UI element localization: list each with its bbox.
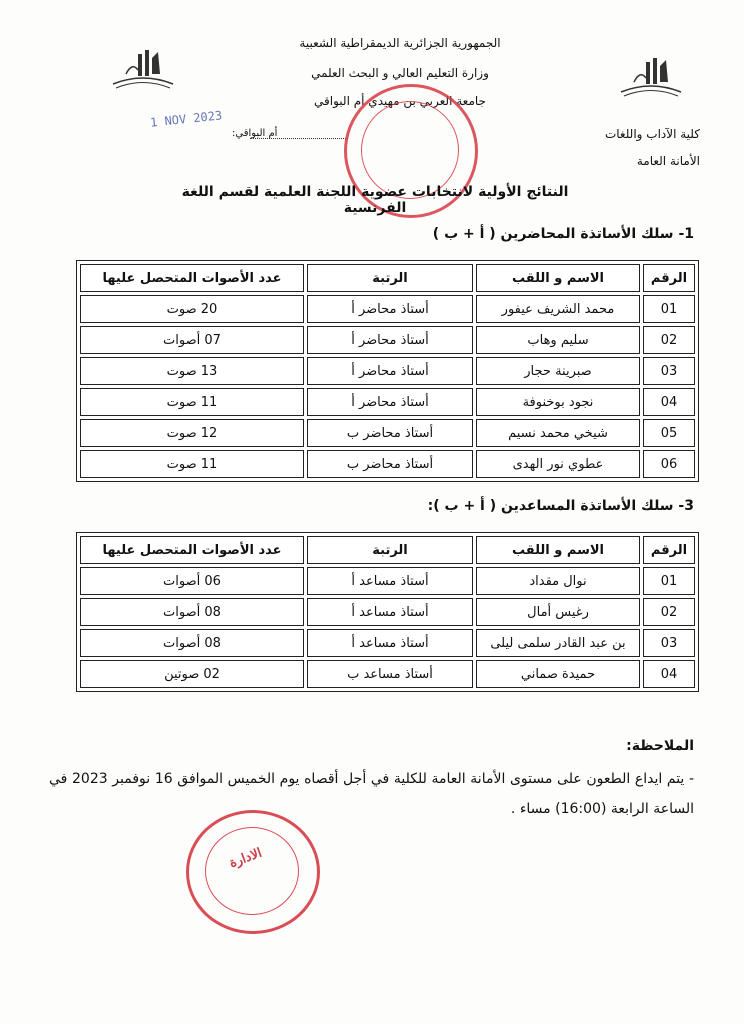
row-rank: أستاذ محاضر أ	[307, 295, 473, 323]
row-name: نوال مقداد	[476, 567, 640, 595]
row-name: سليم وهاب	[476, 326, 640, 354]
table-row	[80, 357, 695, 385]
table-row	[80, 388, 695, 416]
place-label: أم البواقي:	[232, 128, 278, 139]
university-logo-right	[616, 52, 686, 102]
row-rank: أستاذ محاضر ب	[307, 450, 473, 478]
university-logo-left	[108, 44, 178, 94]
row-votes: 06 أصوات	[80, 567, 304, 595]
university-name: جامعة العربي بن مهيدي أم البواقي	[314, 94, 486, 108]
row-rank: أستاذ مساعد ب	[307, 660, 473, 688]
row-rank: أستاذ مساعد أ	[307, 567, 473, 595]
row-votes: 12 صوت	[80, 419, 304, 447]
row-number: 02	[643, 326, 695, 354]
table-row	[80, 450, 695, 478]
date-stamp: 1 NOV 2023	[149, 108, 223, 130]
table-row	[80, 326, 695, 354]
row-votes: 20 صوت	[80, 295, 304, 323]
row-rank: أستاذ محاضر أ	[307, 357, 473, 385]
row-votes: 08 أصوات	[80, 629, 304, 657]
col-rank: الرتبة	[307, 264, 473, 292]
row-votes: 11 صوت	[80, 388, 304, 416]
row-rank: أستاذ محاضر أ	[307, 326, 473, 354]
row-number: 01	[643, 567, 695, 595]
table-row	[80, 629, 695, 657]
row-votes: 13 صوت	[80, 357, 304, 385]
row-name: شيخي محمد نسيم	[476, 419, 640, 447]
table-row	[80, 660, 695, 688]
row-name: حميدة صماني	[476, 660, 640, 688]
row-number: 05	[643, 419, 695, 447]
section1-heading: 1- سلك الأساتذة المحاضرين ( أ + ب )	[432, 226, 694, 242]
row-votes: 02 صوتين	[80, 660, 304, 688]
row-name: محمد الشريف عيفور	[476, 295, 640, 323]
row-rank: أستاذ محاضر أ	[307, 388, 473, 416]
col-number: الرقم	[643, 264, 695, 292]
row-name: صبرينة حجار	[476, 357, 640, 385]
row-votes: 08 أصوات	[80, 598, 304, 626]
col-name: الاسم و اللقب	[476, 536, 640, 564]
secretariat-name: الأمانة العامة	[636, 154, 700, 168]
col-rank: الرتبة	[307, 536, 473, 564]
row-name: نجود بوخنوفة	[476, 388, 640, 416]
row-rank: أستاذ محاضر ب	[307, 419, 473, 447]
section2-heading: 3- سلك الأساتذة المساعدين ( أ + ب ):	[427, 498, 694, 514]
table-row	[80, 419, 695, 447]
table-row	[80, 567, 695, 595]
row-number: 02	[643, 598, 695, 626]
row-number: 04	[643, 660, 695, 688]
row-name: بن عبد القادر سلمى ليلى	[476, 629, 640, 657]
signature-label: الادارة	[227, 845, 265, 872]
note-text: - يتم ايداع الطعون على مستوى الأمانة العامة للكلية في أجل أقصاه يوم الخميس الموافق 16 نوفمبر 2023 في الساعة الرابعة (16:00) مساء .	[49, 771, 695, 817]
official-stamp-bottom	[186, 810, 320, 934]
row-name: عطوي نور الهدى	[476, 450, 640, 478]
col-number: الرقم	[643, 536, 695, 564]
col-votes: عدد الأصوات المتحصل عليها	[80, 264, 304, 292]
col-votes: عدد الأصوات المتحصل عليها	[80, 536, 304, 564]
row-number: 04	[643, 388, 695, 416]
col-name: الاسم و اللقب	[476, 264, 640, 292]
row-number: 06	[643, 450, 695, 478]
republic-name: الجمهورية الجزائرية الديمقراطية الشعبية	[299, 36, 501, 50]
ministry-name: وزارة التعليم العالي و البحث العلمي	[311, 66, 489, 80]
lecturers-results-table	[76, 260, 699, 482]
table-header-row	[80, 264, 695, 292]
row-number: 03	[643, 357, 695, 385]
row-rank: أستاذ مساعد أ	[307, 598, 473, 626]
date-dotted-line	[250, 138, 348, 139]
faculty-name: كلية الآداب واللغات	[604, 127, 700, 141]
table-row	[80, 598, 695, 626]
row-votes: 11 صوت	[80, 450, 304, 478]
row-number: 01	[643, 295, 695, 323]
row-rank: أستاذ مساعد أ	[307, 629, 473, 657]
row-votes: 07 أصوات	[80, 326, 304, 354]
table-header-row	[80, 536, 695, 564]
document-title: النتائج الأولية لانتخابات عضوية اللجنة العلمية لقسم اللغة الفرنسية	[181, 184, 569, 216]
row-number: 03	[643, 629, 695, 657]
row-name: رغيس أمال	[476, 598, 640, 626]
note-heading: الملاحظة:	[626, 738, 694, 754]
assistants-results-table	[76, 532, 699, 692]
table-row	[80, 295, 695, 323]
